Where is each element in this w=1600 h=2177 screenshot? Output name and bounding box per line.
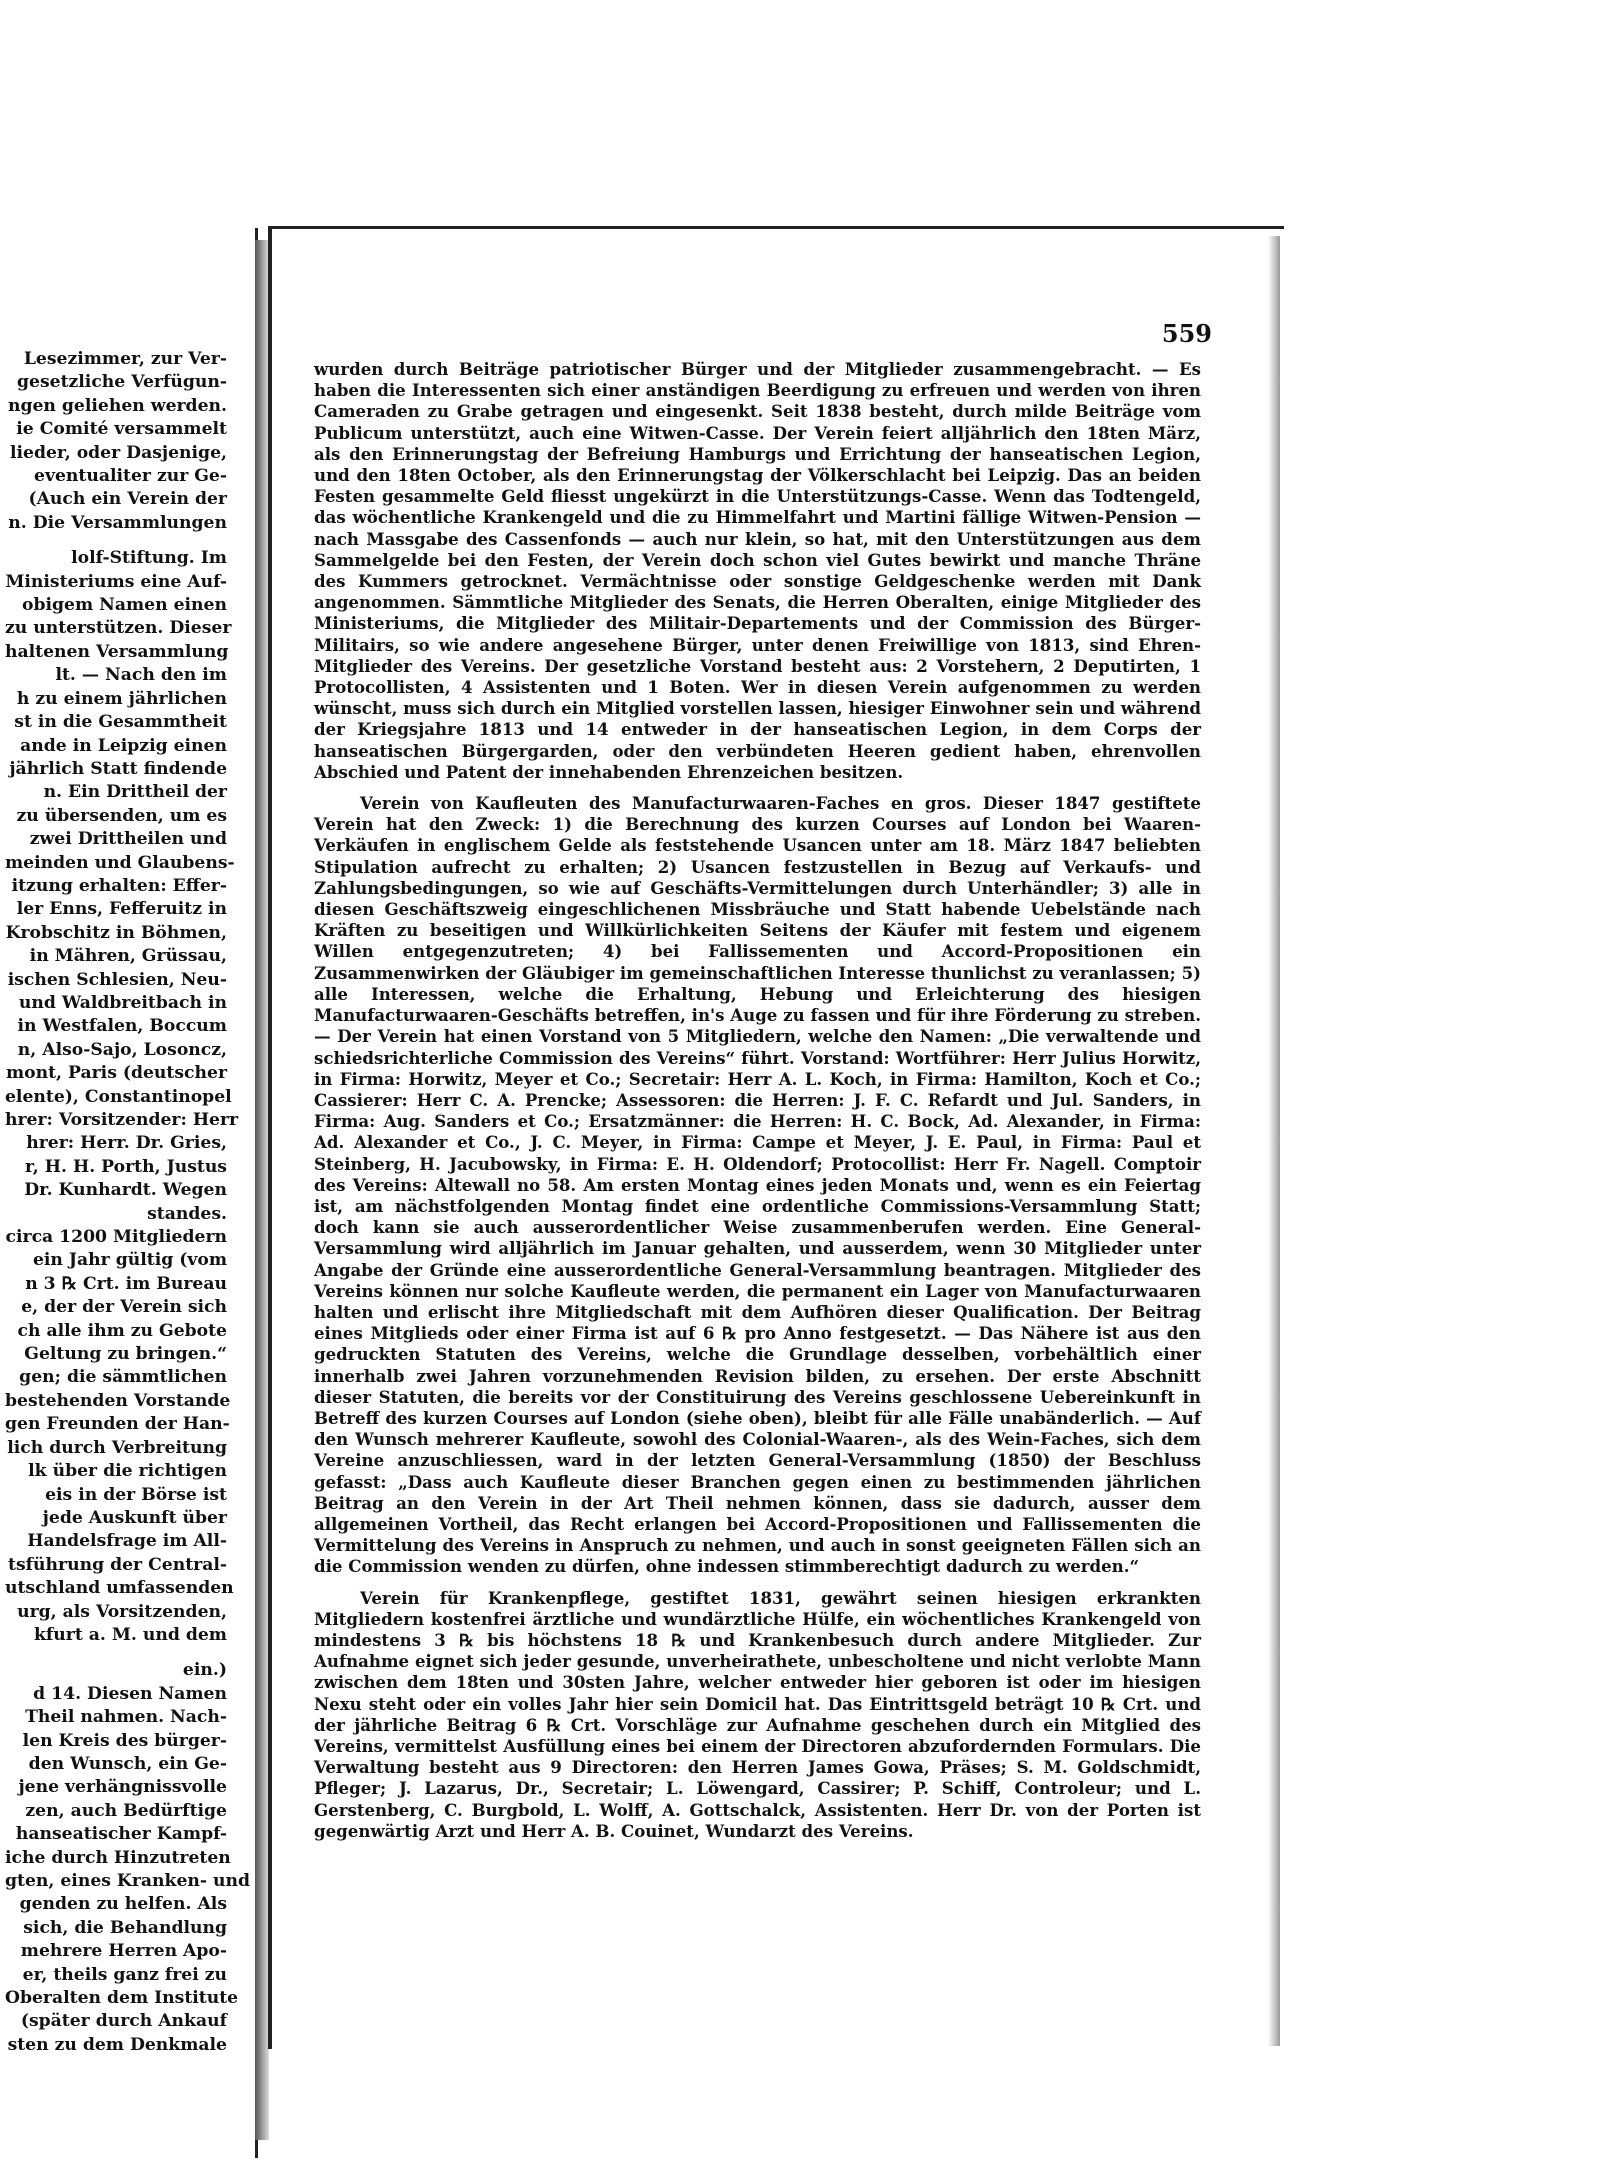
- text-line: hrer: Vorsitzender: Herr: [5, 1110, 239, 1130]
- line-gap: [5, 1647, 227, 1659]
- text-line: (Auch ein Verein der: [28, 489, 227, 510]
- text-line: tsführung der Central-: [8, 1554, 227, 1575]
- text-line: Theil nahmen. Nach-: [25, 1707, 227, 1728]
- paragraph-veteran-association: wurden durch Beiträge patriotischer Bürger und der Mitglieder zusammengebracht. — Es haben die Interessenten sich einer anständigen Beerdigung zu erfreuen und werden von ihren Cameraden zu Grabe getragen und eingesenkt. Seit 1838 besteht, durch milde Beiträge vom Publicum unterstützt, auch eine Witwen-Casse. Der Verein feiert alljährlich den 18ten März, als den Erinnerungstag der Befreiung Hamburgs und Errichtung der hanseatischen Legion, und den 18ten October, als den Erinnerungstag der Völkerschlacht bei Leipzig. Das an beiden Festen gesammelte Geld fliesst ungekürzt in die Unterstützungs-Casse. Wenn das Todtengeld, das wöchentliche Krankengeld und die zu Himmelfahrt und Martini fällige Witwen-Pension — nach Massgabe des Cassenfonds — auch nur klein, so hat, mit den Unterstützungen aus dem Sammelgelde bei den Festen, der Verein doch schon viel Gutes bewirkt und manche Thräne des Kummers getrocknet. Vermächtnisse oder sonstige Geldgeschenke werden mit Dank angenommen. Sämmtliche Mitglieder des Senats, die Herren Oberalten, einige Mitglieder des Ministeriums, die Mitglieder des Militair-Departements und der Commission des Bürger-Militairs, so wie andere angesehene Bürger, unter denen Freiwillige von 1813, sind Ehren-Mitglieder des Vereins. Der gesetzliche Vorstand besteht aus: 2 Vorstehern, 2 Deputirten, 1 Protocollisten, 4 Assistenten und 1 Boten. Wer in diesen Verein aufgenommen zu werden wünscht, muss sich durch ein Mitglied vorstellen lassen, hiesiger Einwohner sein und während der Kriegsjahre 1813 und 14 entweder in der hanseatischen Legion, in dem Corps der hanseatischen Bürgergarden, oder den verbündeten Heeren gedient haben, ehrenvollen Abschied und Patent der innehabenden Ehrenzeichen besitzen.: [314, 359, 1201, 782]
- text-line: jene verhängnissvolle: [18, 1777, 227, 1798]
- text-line: ngen geliehen werden.: [7, 395, 227, 416]
- text-line: urg, als Vorsitzenden,: [17, 1601, 227, 1622]
- text-line: n, Also-Sajo, Losoncz,: [17, 1039, 227, 1060]
- text-line: in Westfalen, Boccum: [17, 1016, 227, 1037]
- text-line: zwei Drittheilen und: [29, 829, 227, 850]
- page-body: [314, 359, 1201, 1842]
- text-line: zu übersenden, um es: [16, 805, 227, 826]
- current-page: [268, 226, 1284, 2049]
- text-line: Lesezimmer, zur Ver-: [23, 349, 227, 369]
- text-line: kfurt a. M. und dem: [33, 1624, 227, 1645]
- text-line: n. Die Versammlungen: [8, 512, 227, 533]
- page-number: 559: [1161, 319, 1212, 348]
- text-line: eis in der Börse ist: [45, 1484, 227, 1505]
- text-line: den Wunsch, ein Ge-: [28, 1753, 227, 1774]
- text-line: Dr. Kunhardt. Wegen: [24, 1180, 227, 1201]
- text-line: ch alle ihm zu Gebote: [17, 1320, 227, 1341]
- text-line: elente), Constantinopel: [5, 1086, 232, 1107]
- paragraph-sick-care-association: Verein für Krankenpflege, gestiftet 1831, gewährt seinen hiesigen erkrankten Mitgliedern kostenfrei ärztliche und wundärztliche Hülfe, ein wöchentliches Krankengeld von mindestens 3 ℞ bis höchstens 18 ℞ und Krankenbesuch durch andere Mitglieder. Zur Aufnahme eignet sich jeder gesunde, unverheirathete, unbescholtene und nicht verlobte Mann zwischen dem 18ten und 30sten Jahre, welcher entweder hier geboren ist oder im hiesigen Nexu steht oder ein volles Jahr hier sein Domicil hat. Das Eintrittsgeld beträgt 10 ℞ Crt. und der jährliche Beitrag 6 ℞ Crt. Vorschläge zur Aufnahme geschehen durch ein Mitglied des Vereins, vermittelst Ausfüllung eines bei einem der Directoren abzufordernden Formulars. Die Verwaltung besteht aus 9 Directoren: den Herren James Gowa, Präses; S. M. Goldschmidt, Pfleger; J. Lazarus, Dr., Secretair; L. Löwengard, Cassirer; P. Schiff, Controleur; und L. Gerstenberg, C. Burgbold, L. Wolff, A. Gottschalck, Assistenten. Herr Dr. von der Porten ist gegenwärtig Arzt und Herr A. B. Couinet, Wundarzt des Vereins.: [314, 1587, 1201, 1841]
- text-line: haltenen Versammlung: [5, 641, 229, 662]
- text-line: bestehenden Vorstande: [5, 1390, 231, 1411]
- text-line: sich, die Behandlung: [23, 1917, 227, 1938]
- text-line: in Mähren, Grüssau,: [29, 946, 227, 967]
- text-line: mehrere Herren Apo-: [20, 1941, 227, 1962]
- text-line: r, H. H. Porth, Justus: [25, 1156, 227, 1177]
- text-line: meinden und Glaubens-: [5, 852, 235, 873]
- text-line: n. Ein Drittheil der: [43, 782, 227, 803]
- text-line: eventualiter zur Ge-: [34, 466, 227, 487]
- text-line: e, der der Verein sich: [21, 1297, 227, 1318]
- text-line: genden zu helfen. Als: [19, 1894, 227, 1915]
- text-line: Geltung zu bringen.“: [24, 1344, 227, 1365]
- text-line: d 14. Diesen Namen: [33, 1683, 227, 1704]
- text-line: hanseatischer Kampf-: [15, 1824, 227, 1845]
- text-line: (später durch Ankauf: [20, 2011, 227, 2032]
- text-line: standes.: [147, 1203, 227, 1224]
- text-line: h zu einem jährlichen: [16, 688, 227, 709]
- text-line: gen; die sämmtlichen: [19, 1367, 227, 1388]
- text-line: len Kreis des bürger-: [22, 1730, 227, 1751]
- text-line: gesetzliche Verfügun-: [17, 372, 227, 393]
- text-line: Krobschitz in Böhmen,: [5, 922, 227, 943]
- text-line: Oberalten dem Institute: [5, 1988, 239, 2009]
- previous-page-fragment: [0, 228, 258, 2158]
- text-line: zen, auch Bedürftige: [25, 1800, 227, 1821]
- text-line: n 3 ℞ Crt. im Bureau: [25, 1273, 227, 1294]
- book-gutter: [255, 240, 269, 2140]
- text-line: ler Enns, Fefferuitz in: [16, 899, 227, 920]
- text-line: lolf-Stiftung. Im: [71, 548, 227, 569]
- text-line: ein.): [182, 1660, 227, 1681]
- text-line: jährlich Statt findende: [9, 758, 227, 779]
- page-edge: [1268, 236, 1280, 2046]
- text-line: er, theils ganz frei zu: [22, 1964, 227, 1985]
- text-line: utschland umfassenden: [5, 1578, 234, 1599]
- text-line: mont, Paris (deutscher: [5, 1063, 227, 1084]
- text-line: lieder, oder Dasjenige,: [9, 442, 227, 463]
- text-line: gen Freunden der Han-: [5, 1414, 230, 1435]
- text-line: obigem Namen einen: [22, 595, 227, 616]
- text-line: sten zu dem Denkmale: [7, 2034, 227, 2055]
- text-line: jede Auskunft über: [42, 1507, 227, 1528]
- text-line: hrer: Herr. Dr. Gries,: [26, 1133, 227, 1154]
- text-line: zu unterstützen. Dieser: [5, 618, 232, 639]
- text-line: lk über die richtigen: [28, 1461, 227, 1482]
- text-line: gten, eines Kranken- und: [5, 1871, 251, 1891]
- text-line: Handelsfrage im All-: [27, 1531, 227, 1552]
- text-line: Ministeriums eine Auf-: [5, 571, 227, 592]
- text-line: lich durch Verbreitung: [7, 1437, 227, 1458]
- text-line: und Waldbreitbach in: [18, 992, 227, 1013]
- text-line: ischen Schlesien, Neu-: [7, 969, 227, 990]
- text-line: st in die Gesammtheit: [14, 712, 227, 733]
- text-line: lt. — Nach den im: [55, 665, 227, 686]
- text-line: ie Comité versammelt: [16, 419, 227, 440]
- text-line: itzung erhalten: Effer-: [11, 875, 227, 896]
- text-line: iche durch Hinzutreten: [5, 1847, 231, 1868]
- text-line: circa 1200 Mitgliedern: [5, 1227, 227, 1248]
- previous-page-text: [5, 348, 251, 2057]
- text-line: ande in Leipzig einen: [20, 735, 227, 756]
- text-line: ein Jahr gültig (vom: [32, 1250, 227, 1271]
- line-gap: [5, 535, 227, 547]
- paragraph-manufacture-merchants: Verein von Kaufleuten des Manufacturwaaren-Faches en gros. Dieser 1847 gestiftete Verein hat den Zweck: 1) die Berechnung des kurzen Courses auf London bei Waaren-Verkäufen in englischem Gelde als feststehende Usancen unter am 18. März 1847 beliebten Stipulation aufrecht zu erhalten; 2) Usancen festzustellen in Bezug auf Verkaufs- und Zahlungsbedingungen, so wie auf Geschäfts-Vermittelungen durch Unterhändler; 3) alle in diesen Geschäftszweig eingeschlichenen Missbräuche und Statt habende Uebelstände nach Kräften zu beseitigen und Willkürlichkeiten Seitens der Käufer mit festem und eigenem Willen entgegenzutreten; 4) bei Fallissementen und Accord-Propositionen ein Zusammenwirken der Gläubiger im gemeinschaftlichen Interesse thunlichst zu veranlassen; 5) alle Interessen, welche die Erhaltung, Hebung und Erleichterung des hiesigen Manufacturwaaren-Geschäfts betreffen, in's Auge zu fassen und für ihre Förderung zu streben. — Der Verein hat einen Vorstand von 5 Mitgliedern, welche den Namen: „Die verwaltende und schiedsrichterliche Commission des Vereins“ führt. Vorstand: Wortführer: Herr Julius Horwitz, in Firma: Horwitz, Meyer et Co.; Secretair: Herr A. L. Koch, in Firma: Hamilton, Koch et Co.; Cassierer: Herr C. A. Prencke; Assessoren: die Herren: J. F. C. Refardt und Jul. Sanders, in Firma: Aug. Sanders et Co.; Ersatzmänner: die Herren: H. C. Bock, Ad. Alexander, in Firma: Ad. Alexander et Co., J. C. Meyer, in Firma: Campe et Meyer, J. E. Paul, in Firma: Paul et Steinberg, H. Jacubowsky, in Firma: E. H. Oldendorf; Protocollist: Herr Fr. Nagell. Comptoir des Vereins: Altewall no 58. Am ersten Montag eines jeden Monats und, wenn es ein Feiertag ist, am nächstfolgenden Montag findet eine ordentliche Commissions-Versammlung Statt; doch kann sie auch ausserordentlicher Weise zusammenberufen werden. Eine General-Versammlung wird alljährlich im Januar gehalten, und ausserdem, wenn 30 Mitglieder unter Angabe der Gründe eine ausserordentliche General-Versammlung beantragen. Mitglieder des Vereins können nur solche Kaufleute werden, die permanent ein Lager von Manufacturwaaren halten und erlischt ihre Mitgliedschaft mit dem Aufhören dieser Qualification. Der Beitrag eines Mitglieds oder einer Firma ist auf 6 ℞ pro Anno festgesetzt. — Das Nähere ist aus den gedruckten Statuten des Vereins, welche die Grundlage desselben, vorbehältlich einer innerhalb zwei Jahren vorzunehmenden Revision bilden, zu ersehen. Der erste Abschnitt dieser Statuten, die bereits vor der Constituirung des Vereins geschlossene Uebereinkunft in Betreff des kurzen Courses auf London (siehe oben), bleibt für alle Fälle unabänderlich. — Auf den Wunsch mehrerer Kaufleute, sowohl des Colonial-Waaren-, als des Wein-Faches, sich dem Vereine anzuschliessen, ward in der letzten General-Versammlung (1850) der Beschluss gefasst: „Dass auch Kaufleute dieser Branchen gegen einen zu bestimmenden jährlichen Beitrag an den Verein in der Art Theil nehmen können, dass sie dadurch, ausser dem allgemeinen Vortheil, das Recht erlangen bei Accord-Propositionen und Fallissementen die Vermittelung des Vereins in Anspruch zu nehmen, und auch in sonst geeigneten Fällen sich an die Commission wenden zu dürfen, ohne indessen stimmberechtigt dadurch zu werden.“: [314, 793, 1201, 1577]
